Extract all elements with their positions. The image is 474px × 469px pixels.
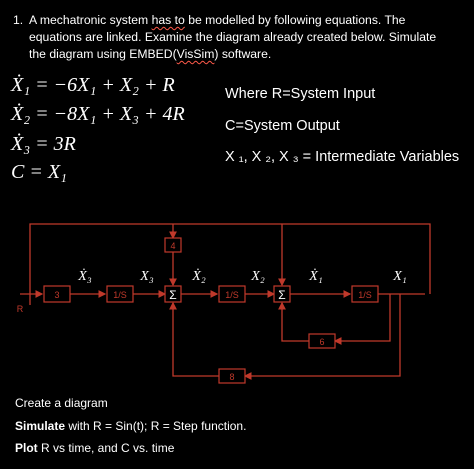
definition-input: Where R=System Input: [225, 86, 376, 102]
definition-intermediate: X ₁, X ₂, X ₃ = Intermediate Variables: [225, 149, 460, 165]
signal-x2dot: Ẋ₂: [192, 269, 206, 284]
equation-4: C = X₁: [11, 161, 68, 183]
signal-x3dot: Ẋ₃: [78, 269, 92, 284]
footer-simulate: Simulate with R = Sin(t); R = Step function.: [15, 419, 247, 433]
gain-4-label: 4: [170, 241, 176, 251]
question-line-2: equations are linked. Examine the diagram already created below. Simulate: [29, 30, 437, 44]
definition-output: C=System Output: [225, 118, 340, 134]
gain-8-label: 8: [229, 372, 235, 382]
footer-create: Create a diagram: [15, 396, 108, 410]
wire-gain6-to-sum: [282, 303, 309, 341]
gain-3-label: 3: [54, 290, 60, 300]
signal-x2: X₂: [251, 269, 265, 284]
wire-gain8-to-sum: [173, 303, 219, 376]
question-line-3: the diagram using EMBED(VisSim) software.: [29, 47, 272, 61]
equation-2: Ẋ₂ = −8X₁ + X₃ + 4R: [11, 103, 185, 125]
spellcheck-vissim: VisSim: [176, 47, 215, 61]
input-r-label: R: [16, 304, 24, 314]
signal-x1dot: Ẋ₁: [309, 269, 323, 284]
equation-3: Ẋ₃ = 3R: [11, 133, 76, 155]
sum-1-symbol: Σ: [169, 288, 177, 302]
integrator-3-label: 1/S: [358, 290, 372, 300]
gain-6-label: 6: [319, 337, 325, 347]
question-line-1: A mechatronic system has to be modelled by following equations. The: [29, 13, 406, 27]
signal-x1: X₁: [393, 269, 407, 284]
integrator-1-label: 1/S: [113, 290, 127, 300]
sum-2-symbol: Σ: [278, 288, 286, 302]
signal-x3: X₃: [140, 269, 154, 284]
integrator-2-label: 1/S: [225, 290, 239, 300]
spellcheck-has-to: has to: [151, 13, 185, 27]
footer-plot: Plot R vs time, and C vs. time: [15, 441, 175, 455]
question-number: 1.: [13, 13, 24, 27]
equation-1: Ẋ₁ = −6X₁ + X₂ + R: [11, 74, 175, 96]
